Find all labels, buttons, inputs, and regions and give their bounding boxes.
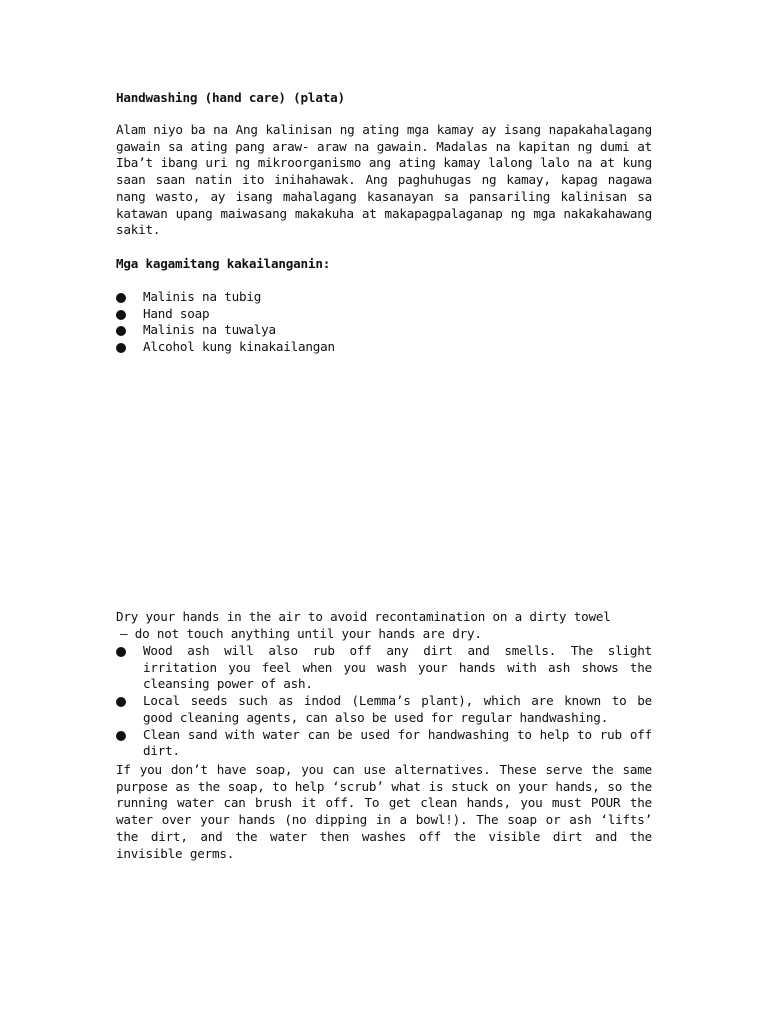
- materials-list: [116, 289, 652, 356]
- list-item: [116, 289, 652, 306]
- list-item: [116, 306, 652, 323]
- list-item-text: Malinis na tuwalya: [143, 322, 276, 338]
- intro-paragraph: Alam niyo ba na Ang kalinisan ng ating mga kamay ay isang napakahalagang gawain sa ating pang araw- araw na gawain. Madalas na kapitan ng dumi at Iba’t ibang uri ng mikroorganismo ang ating kamay lalong lalo na at kung saan saan natin ito inihahawak. Ang paghuhugas ng kamay, kapag nagawa nang wasto, ay isang mahalagang kasanayan sa pansariling kalinisan sa katawan upang maiwasang makakuha at makapagpalaganap ng mga nakakahawang sakit.: [116, 122, 652, 238]
- list-item: [116, 727, 652, 760]
- dry-note-line2: – do not touch anything until your hands are dry.: [120, 625, 482, 641]
- document-title: Handwashing (hand care) (plata): [116, 90, 345, 105]
- list-item-text: Local seeds such as indod (Lemma’s plant), which are known to be good cleaning agents, can also be used for regular handwashing.: [143, 693, 652, 725]
- list-item: [116, 339, 652, 356]
- list-item: [116, 693, 652, 726]
- closing-paragraph: If you don’t have soap, you can use alternatives. These serve the same purpose as the soap, to help ‘scrub’ what is stuck on your hands, so the running water can brush it off. To get clean hands, you must POUR the water over your hands (no dipping in a bowl!). The soap or ash ‘lifts’ the dirt, and the water then washes off the visible dirt and the invisible germs.: [116, 762, 652, 861]
- bullet-icon: [116, 310, 126, 320]
- bullet-icon: [116, 697, 126, 707]
- list-item: [116, 322, 652, 339]
- dry-hands-note: [116, 609, 652, 642]
- materials-heading: Mga kagamitang kakailanganin:: [116, 256, 331, 271]
- bullet-icon: [116, 343, 126, 353]
- list-item: [116, 643, 652, 693]
- list-item-text: Hand soap: [143, 305, 210, 321]
- dry-note-line1: Dry your hands in the air to avoid recontamination on a dirty towel: [116, 609, 611, 624]
- bullet-icon: [116, 647, 126, 657]
- bullet-icon: [116, 731, 126, 741]
- list-item-text: Wood ash will also rub off any dirt and smells. The slight irritation you feel when you wash your hands with ash shows the cleansing power of ash.: [143, 643, 652, 692]
- list-item-text: Malinis na tubig: [143, 289, 262, 304]
- list-item-text: Alcohol kung kinakailangan: [143, 339, 335, 355]
- alternatives-list: [116, 643, 652, 760]
- list-item-text: Clean sand with water can be used for handwashing to help to rub off dirt.: [143, 726, 652, 759]
- bullet-icon: [116, 326, 126, 336]
- bullet-icon: [116, 293, 126, 303]
